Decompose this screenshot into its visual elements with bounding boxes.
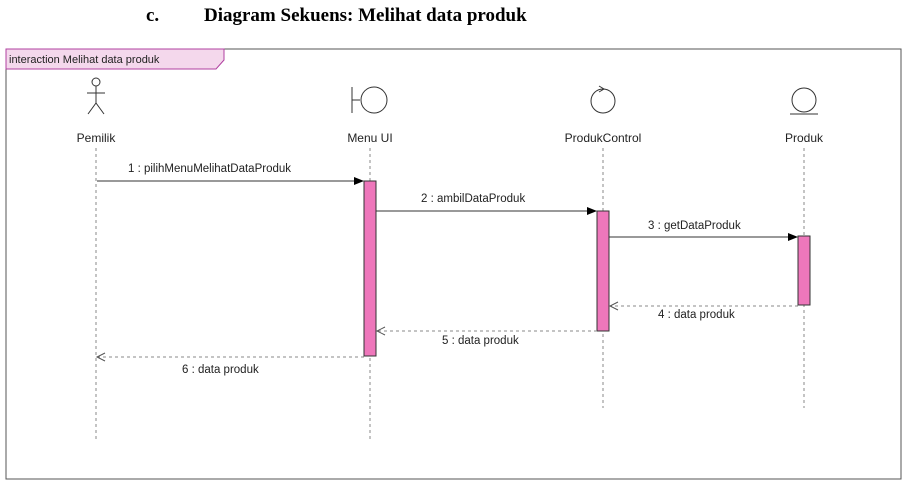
message-2-label: 2 : ambilDataProduk (421, 193, 526, 205)
section-title: Diagram Sekuens: Melihat data produk (204, 5, 527, 26)
message-3-arrowhead (788, 233, 798, 241)
message-3-label: 3 : getDataProduk (648, 220, 741, 232)
frame-label: interaction Melihat data produk (9, 54, 160, 66)
lifeline-label-menu-ui: Menu UI (347, 131, 393, 145)
message-2-arrowhead (587, 207, 597, 215)
activation-produkcontrol (597, 211, 609, 331)
message-4-label: 4 : data produk (658, 309, 735, 321)
lifeline-label-produk: Produk (784, 131, 824, 145)
lifeline-label-pemilik: Pemilik (76, 131, 116, 145)
activation-produk (798, 236, 810, 305)
lifeline-label-produkcontrol: ProdukControl (564, 131, 642, 145)
activation-menu-ui (364, 181, 376, 356)
section-number: c. (146, 5, 160, 26)
message-1-label: 1 : pilihMenuMelihatDataProduk (128, 163, 292, 175)
control-icon (591, 86, 615, 113)
boundary-icon (352, 87, 387, 113)
entity-icon (790, 88, 818, 114)
message-1-arrowhead (354, 177, 364, 185)
message-5-label: 5 : data produk (442, 335, 519, 347)
message-6-label: 6 : data produk (182, 364, 259, 376)
actor-icon (87, 78, 105, 114)
interaction-frame (6, 49, 901, 479)
